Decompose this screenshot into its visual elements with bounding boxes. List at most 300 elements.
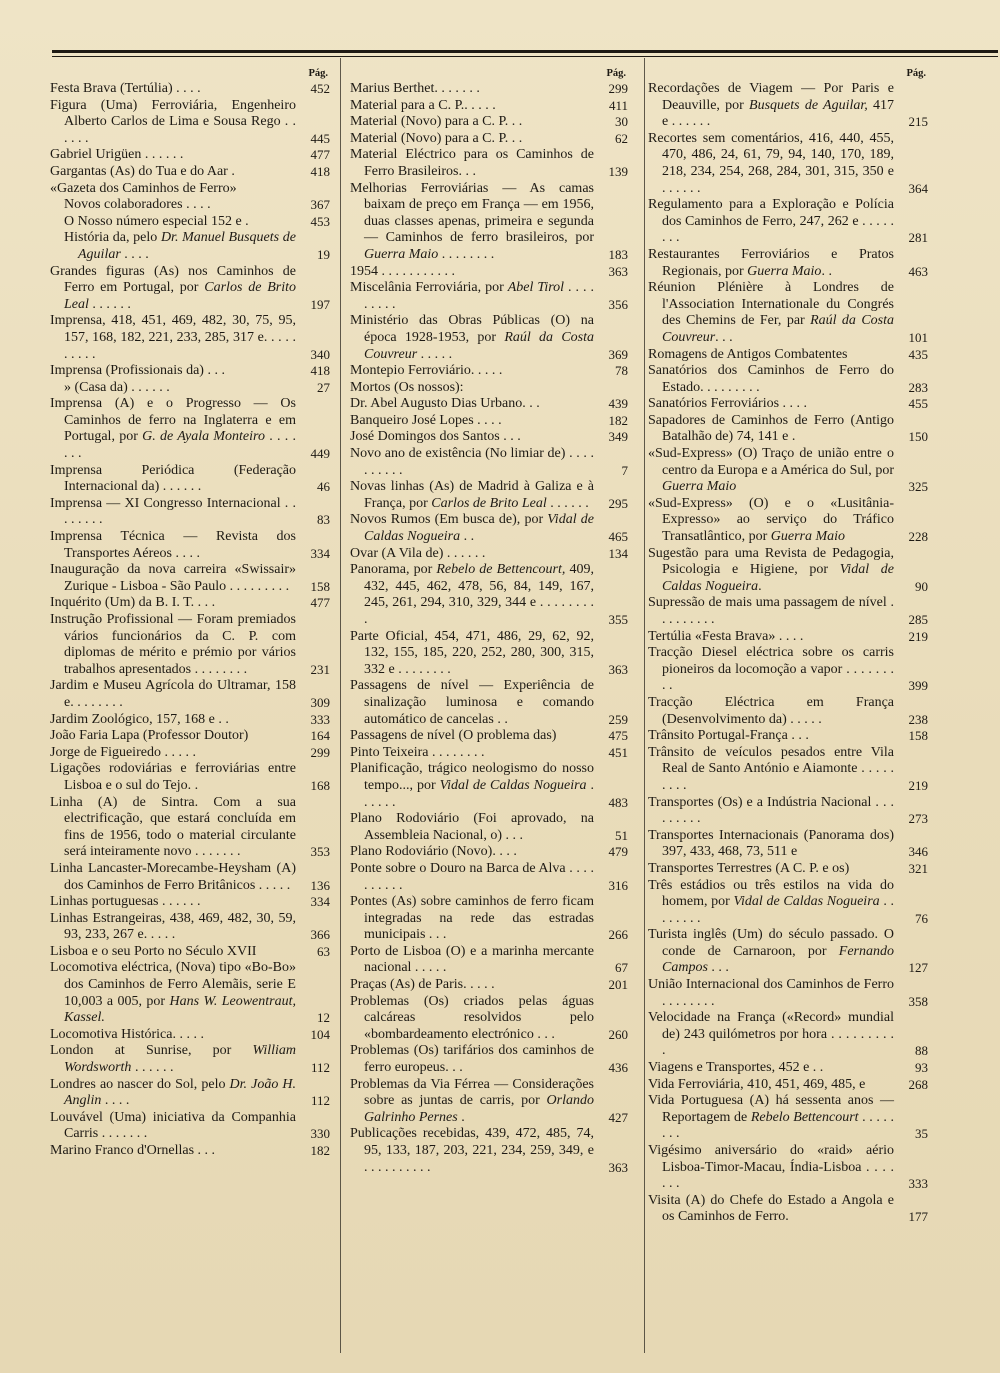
index-entry-page-number: 260 (608, 1026, 628, 1042)
index-entry-page-number: 62 (615, 130, 628, 146)
index-entry-page-number: 475 (608, 728, 628, 744)
entry-text: Sugestão para uma Revista de Pedagogia, Psicologia e Higiene, por (648, 545, 894, 578)
index-entry-title (50, 529, 296, 562)
index-entry-title (648, 645, 894, 695)
index-entry-page-number: 164 (310, 728, 330, 744)
index-entry-title (50, 214, 296, 231)
entry-text: Trânsito Portugal-França . . . (648, 728, 809, 744)
index-entry (50, 944, 330, 961)
entry-tail: . . . . . . (546, 495, 589, 511)
index-entry-title (648, 795, 894, 828)
index-entry-title (648, 861, 894, 878)
index-entry-title (50, 745, 296, 762)
entry-text: Velocidade na França («Record» mundial de) 243 quilómetros por hora . . . . . . . . . . (648, 1010, 894, 1059)
index-entry-page-number: 283 (908, 379, 928, 395)
index-entry-page-number: 228 (908, 529, 928, 545)
entry-text: Turista inglês (Um) do século passado. O conde de Carnaroon, por (648, 927, 894, 959)
entry-text: Supressão de mais uma passagem de nível . . . . . . . . . (648, 595, 894, 627)
entry-text: Imprensa — XI Congresso Internacional . . . . . . . . (50, 495, 296, 528)
index-entry-page-number: 219 (908, 628, 928, 644)
index-entry-page-number: 346 (908, 844, 928, 860)
index-entry-page-number: 299 (310, 744, 330, 760)
index-entry (350, 761, 628, 811)
index-entry-page-number: 215 (908, 114, 928, 130)
index-entry (350, 977, 628, 994)
index-entry (350, 894, 628, 944)
index-entry-page-number: 451 (608, 744, 628, 760)
index-entry-page-number: 465 (608, 529, 628, 545)
index-entry (50, 612, 330, 678)
index-entry-title (350, 147, 594, 180)
entry-text: Jardim Zoológico, 157, 168 e . . (50, 711, 229, 727)
index-entry-title (350, 512, 594, 545)
index-entry-page-number: 219 (908, 777, 928, 793)
index-entry (350, 147, 628, 180)
entry-author: Guerra Maio (747, 263, 822, 279)
index-entry-title (350, 181, 594, 264)
index-entry-page-number: 183 (608, 246, 628, 262)
index-entry-title (648, 81, 894, 131)
index-entry-title (50, 1043, 296, 1076)
index-entry-title (50, 761, 296, 794)
index-entry (648, 546, 928, 596)
index-entry-title (350, 678, 594, 728)
entry-text: Instrução Profissional — Foram premiados vários funcionários da C. P. com diplomas de mérito e prémio por vários trabalhos apresentados . . . . . . . . (50, 612, 296, 677)
index-entry-page-number: 281 (908, 230, 928, 246)
index-entry (50, 911, 330, 944)
index-entry-page-number: 197 (310, 296, 330, 312)
entry-text: Publicações recebidas, 439, 472, 485, 74, 95, 133, 187, 203, 221, 234, 259, 349, e . . . . . . . . . . (350, 1126, 594, 1175)
index-entry-page-number: 353 (310, 844, 330, 860)
index-entry-title (350, 446, 594, 479)
index-entry-title (50, 562, 296, 595)
entry-text: Inauguração da nova carreira «Swissair» Zurique - Lisboa - São Paulo . . . . . . . . . (50, 562, 296, 594)
index-entry-title (50, 678, 296, 711)
index-entry-page-number: 231 (310, 661, 330, 677)
entry-text: Sanatórios Ferroviários . . . . (648, 396, 808, 412)
index-entry-page-number: 363 (608, 1159, 628, 1175)
index-entry-title (50, 98, 296, 148)
index-entry-title (50, 81, 296, 98)
entry-text: Parte Oficial, 454, 471, 486, 29, 62, 92, 132, 155, 185, 220, 252, 280, 300, 315, 332 e . . . . . . . . (350, 628, 594, 677)
index-entry (350, 745, 628, 762)
index-entry-page-number: 273 (908, 811, 928, 827)
entry-author: Carlos de Brito Leal (431, 495, 547, 511)
entry-text: Transportes (Os) e a Indústria Nacional . . . . . . . . . (648, 794, 894, 827)
index-entry (50, 761, 330, 794)
entry-text: Pontes (As) sobre caminhos de ferro ficam integradas na rede das estradas municipais . . . (350, 894, 594, 943)
entry-text: Imprensa Periódica (Federação Internacional da) . . . . . . (50, 462, 296, 495)
index-entry (350, 1043, 628, 1076)
index-entry (350, 994, 628, 1044)
index-entry-page-number: 309 (310, 694, 330, 710)
index-entry-title (350, 745, 594, 762)
entry-author: Fernando Campos (662, 943, 894, 976)
entry-text: Gargantas (As) do Tua e do Aar . (50, 163, 235, 179)
entry-text: Romagens de Antigos Combatentes (648, 346, 848, 362)
index-column-3 (648, 66, 928, 1351)
index-entry-page-number: 333 (310, 711, 330, 727)
index-entry-page-number: 366 (310, 927, 330, 943)
index-entry-page-number: 90 (915, 578, 928, 594)
entry-author: Dr. Manuel Busquets de Aguilar (78, 230, 296, 262)
entry-text: » (Casa da) . . . . . . (64, 379, 170, 395)
index-entry (50, 363, 330, 380)
entry-text: Mortos (Os nossos): (350, 379, 464, 395)
index-entry-title (648, 1193, 894, 1226)
entry-tail: . . . . . . . . (438, 246, 495, 262)
index-entry-title (50, 1077, 296, 1110)
index-entry (648, 1060, 928, 1077)
index-entry (648, 861, 928, 878)
index-entry-title (350, 479, 594, 512)
entry-text: Material Eléctrico para os Caminhos de Ferro Brasileiros. . . (350, 147, 594, 179)
index-entry-title (350, 844, 594, 861)
index-entry-title (648, 496, 894, 546)
entry-author: William Wordsworth (64, 1043, 296, 1076)
index-entry-title (50, 911, 296, 944)
entry-text: Jardim e Museu Agrícola do Ultramar, 158 e. . . . . . . . (50, 678, 296, 710)
index-entry-title (648, 728, 894, 745)
index-entry-page-number: 435 (908, 346, 928, 362)
entry-author: Rebelo Bettencourt (750, 1109, 859, 1125)
index-entry-title (50, 1143, 296, 1160)
index-entry (648, 131, 928, 197)
entry-text: Marius Berthet. . . . . . . (350, 81, 480, 96)
index-entry (50, 595, 330, 612)
index-entry-page-number: 453 (310, 213, 330, 229)
index-entry-page-number: 355 (608, 612, 628, 627)
index-entry-title (350, 429, 594, 446)
index-entry (50, 1043, 330, 1076)
index-entry-title (50, 496, 296, 529)
index-entry-page-number: 158 (908, 728, 928, 744)
index-entry-title (350, 81, 594, 98)
index-entry-page-number: 177 (908, 1209, 928, 1225)
entry-text: Problemas da Via Férrea — Considerações sobre as juntas de carris, por (350, 1076, 594, 1109)
index-entry-page-number: 316 (608, 877, 628, 893)
index-entry-page-number: 356 (608, 296, 628, 312)
index-entry (50, 861, 330, 894)
index-entry-title (648, 1093, 894, 1143)
index-entry (50, 396, 330, 462)
index-entry-title (648, 247, 894, 280)
entry-text: Problemas (Os) tarifários dos caminhos de ferro europeus. . . (350, 1043, 594, 1076)
entry-text: Material (Novo) para a C. P. . . (350, 130, 523, 146)
entry-tail: . . . . (101, 1093, 130, 1109)
index-entry-title (50, 612, 296, 678)
entry-text: Visita (A) do Chefe do Estado a Angola e os Caminhos de Ferro. (648, 1192, 894, 1225)
index-entry-title (50, 1027, 296, 1044)
index-entry (50, 230, 330, 263)
index-entry-page-number: 418 (310, 363, 330, 379)
entry-tail: . . . (715, 329, 733, 345)
index-entry-title (50, 181, 296, 198)
entry-author: Rebelo de Bettencourt, (436, 562, 566, 578)
index-entry (648, 347, 928, 364)
index-entry (648, 728, 928, 745)
index-entry (50, 960, 330, 1026)
index-entry (50, 98, 330, 148)
index-entry (648, 396, 928, 413)
index-entry-page-number: 295 (608, 495, 628, 511)
index-entry-title (50, 712, 296, 729)
entry-text: Melhorias Ferroviárias — As camas baixam de preço em França — em 1956, duas classes apenas, primeira e segunda — Caminhos de ferro brasileiros, por (350, 180, 594, 246)
index-entry-title (648, 446, 894, 496)
index-entry-page-number: 104 (310, 1026, 330, 1042)
entry-author: Orlando Galrinho Pernes (364, 1093, 594, 1125)
index-entry-title (350, 280, 594, 313)
entry-tail: 409, 432, 445, 462, 478, 56, 84, 149, 167, 245, 261, 294, 310, 329, 344 e . . . . . . . . . (364, 562, 594, 627)
index-entry-page-number: 285 (908, 612, 928, 627)
index-entry-page-number: 266 (608, 927, 628, 943)
entry-tail: . . . . . . . . . (364, 280, 594, 312)
index-entry (350, 264, 628, 281)
index-entry (350, 512, 628, 545)
index-entry (350, 181, 628, 264)
entry-author: Busquets de Aguilar, (749, 97, 868, 113)
index-entry-page-number: 427 (608, 1109, 628, 1125)
index-entry (350, 313, 628, 363)
entry-text: Novos Rumos (Em busca de), por (350, 512, 548, 528)
index-entry-title (50, 595, 296, 612)
entry-text: Marino Franco d'Ornellas . . . (50, 1143, 216, 1158)
index-entry-page-number: 30 (615, 114, 628, 130)
entry-text: O Nosso número especial 152 e . (64, 213, 249, 229)
index-entry (50, 1143, 330, 1160)
entry-author: Vidal de Caldas Nogueira (439, 777, 587, 793)
index-entry-page-number: 127 (908, 960, 928, 976)
page-column-header: Pág. (308, 68, 328, 79)
index-entry-page-number: 268 (908, 1076, 928, 1092)
index-entry-title (648, 131, 894, 197)
index-entry-title (50, 861, 296, 894)
entry-text: Ponte sobre o Douro na Barca de Alva . . . . . . . . . . (350, 860, 594, 893)
index-entry-page-number: 67 (615, 960, 628, 976)
index-entry-page-number: 369 (608, 346, 628, 362)
index-entry-title (648, 629, 894, 646)
entry-tail: . . . . (120, 246, 149, 262)
index-entry (648, 745, 928, 795)
entry-text: 1954 . . . . . . . . . . . (350, 263, 455, 279)
index-entry-title (350, 761, 594, 811)
index-entry-title (648, 695, 894, 728)
index-entry-page-number: 76 (915, 910, 928, 926)
index-entry (350, 861, 628, 894)
column-divider-1 (340, 58, 341, 1353)
index-entry-title (350, 894, 594, 944)
index-entry (350, 81, 628, 98)
entry-text: London at Sunrise, por (50, 1043, 253, 1059)
index-entry (350, 844, 628, 861)
index-entry (350, 1077, 628, 1127)
index-entry (648, 446, 928, 496)
index-entry-title (648, 280, 894, 346)
entry-author: Vidal de Caldas Nogueira (662, 562, 894, 594)
entry-text: Dr. Abel Augusto Dias Urbano. . . (350, 396, 540, 412)
entry-text: «Sud-Express» (O) Traço de união entre o centro da Europa e a América do Sul, por (648, 446, 894, 478)
index-entry-page-number: 27 (317, 379, 330, 395)
index-entry (350, 728, 628, 745)
index-entry-title (350, 380, 594, 397)
index-entry-title (350, 861, 594, 894)
index-entry-page-number: 201 (608, 977, 628, 993)
entry-text: Tracção Eléctrica em França (Desenvolvimento da) . . . . . (648, 694, 894, 727)
entry-author: Abel Tirol (507, 280, 565, 296)
entry-text: Três estádios ou três estilos na vida do homem, por (648, 877, 894, 910)
index-entry-title (350, 413, 594, 430)
index-entry-title (350, 313, 594, 363)
index-entry-page-number: 168 (310, 777, 330, 793)
index-entry-page-number: 399 (908, 678, 928, 694)
entry-tail: . . . . . . . . (662, 894, 895, 926)
entry-tail: . . . . . . . . (662, 1109, 894, 1142)
index-entry (50, 745, 330, 762)
index-entry-page-number: 182 (310, 1143, 330, 1158)
index-entry (350, 280, 628, 313)
entry-text: Imprensa, 418, 451, 469, 482, 30, 75, 95, 157, 168, 182, 221, 233, 285, 317 e. . . . . . . . . . (50, 313, 296, 362)
index-entry-title (350, 1077, 594, 1127)
index-entry-title (350, 811, 594, 844)
index-entry (350, 811, 628, 844)
entry-text: Festa Brava (Tertúlia) . . . . (50, 81, 201, 96)
index-entry-page-number: 367 (310, 197, 330, 213)
index-entry-page-number: 330 (310, 1126, 330, 1142)
entry-text: Plano Rodoviário (Novo). . . . (350, 844, 517, 860)
index-entry (648, 828, 928, 861)
index-entry-page-number: 411 (608, 97, 628, 113)
index-entry (350, 413, 628, 430)
index-entry-title (648, 745, 894, 795)
index-entry-page-number: 19 (317, 246, 330, 262)
index-entry (648, 280, 928, 346)
entry-text: Passagens de nível — Experiência de sinalização luminosa e comando automático de cancelas . . (350, 678, 594, 727)
entry-author: Vidal de Caldas Nogueira (733, 894, 880, 910)
index-entry-title (50, 363, 296, 380)
index-entry-page-number: 112 (310, 1093, 330, 1109)
index-entry (50, 712, 330, 729)
entry-author: Guerra Maio (662, 479, 737, 495)
index-entry (648, 496, 928, 546)
index-entry (50, 380, 330, 397)
index-entry-page-number: 46 (317, 479, 330, 495)
page-column-header: Pág. (906, 68, 926, 79)
index-entry-page-number: 349 (608, 429, 628, 445)
index-entry (648, 81, 928, 131)
index-entry (648, 629, 928, 646)
entry-text: Transportes Terrestres (A C. P. e os) (648, 860, 850, 876)
entry-author: Guerra Maio (364, 246, 439, 262)
index-entry-page-number: 363 (608, 263, 628, 279)
index-entry (50, 496, 330, 529)
entry-text: Porto de Lisboa (O) e a marinha mercante nacional . . . . . (350, 943, 594, 976)
entry-text: Montepio Ferroviário. . . . . (350, 363, 503, 379)
index-entry-title (50, 313, 296, 363)
index-entry-page-number: 358 (908, 993, 928, 1009)
index-entry-title (50, 197, 296, 214)
index-entry (50, 1077, 330, 1110)
page-column-header: Pág. (606, 68, 626, 79)
index-entry-page-number: 436 (608, 1060, 628, 1076)
index-entry-page-number: 483 (608, 794, 628, 810)
index-entry (648, 1077, 928, 1094)
index-entry-title (648, 927, 894, 977)
index-entry-title (350, 944, 594, 977)
index-entry (648, 1143, 928, 1193)
entry-tail: . . . . . . (131, 1060, 174, 1076)
index-entry-page-number: 452 (310, 81, 330, 96)
entry-text: Pinto Teixeira . . . . . . . . (350, 744, 485, 760)
entry-text: Passagens de nível (O problema das) (350, 728, 557, 744)
index-entry (350, 98, 628, 115)
index-entry-page-number: 51 (615, 827, 628, 843)
index-entry-title (50, 380, 296, 397)
index-entry-title (350, 546, 594, 563)
index-entry-title (648, 396, 894, 413)
index-entry (350, 131, 628, 148)
entry-author: Dr. João H. Anglin (64, 1076, 296, 1109)
index-entry-title (350, 363, 594, 380)
index-entry (648, 1093, 928, 1143)
entry-text: «Gazeta dos Caminhos de Ferro» (50, 180, 237, 196)
index-entry-title (648, 197, 894, 247)
entry-text: Gabriel Urigüen . . . . . . (50, 147, 184, 163)
index-entry-title (648, 878, 894, 928)
index-entry-page-number: 321 (908, 860, 928, 876)
index-entry (648, 1010, 928, 1060)
entry-text: Vida Ferroviária, 410, 451, 469, 485, e (648, 1076, 866, 1092)
entry-author: Vidal de Caldas Nogueira (364, 512, 594, 545)
entry-author: Guerra Maio (770, 529, 846, 545)
index-entry (350, 562, 628, 628)
index-entry (350, 429, 628, 446)
index-entry (50, 313, 330, 363)
entry-text: Banqueiro José Lopes . . . . (350, 412, 502, 428)
index-entry (50, 181, 330, 198)
index-entry-page-number: 477 (310, 595, 330, 611)
index-entry-page-number: 134 (608, 545, 628, 561)
index-entry (648, 1193, 928, 1226)
entry-tail: . . (460, 529, 475, 545)
index-entry-page-number: 150 (908, 429, 928, 445)
index-entry-title (50, 164, 296, 181)
index-column-1 (50, 66, 330, 1351)
entry-tail: . (758, 578, 762, 594)
index-entry-title (350, 994, 594, 1044)
index-entry-page-number: 363 (608, 661, 628, 677)
index-entry (648, 795, 928, 828)
index-entry-title (648, 347, 894, 364)
index-entry (50, 1110, 330, 1143)
entry-text: Ministério das Obras Públicas (O) na época 1928-1953, por (350, 313, 594, 345)
entry-text: Linha (A) de Sintra. Com a sua electrificação, que estará concluída em fins de 1956, todo o material circulante será inteiramente novo . . . . . . . (50, 794, 296, 860)
entry-text: Imprensa Técnica — Revista dos Transportes Aéreos . . . . (50, 529, 296, 561)
index-entry-title (350, 629, 594, 679)
index-entry (648, 645, 928, 695)
index-entry-title (50, 944, 296, 961)
index-entry-title (350, 98, 594, 115)
index-entry-page-number: 63 (317, 943, 330, 959)
entry-text: Linha Lancaster-Morecambe-Heysham (A) dos Caminhos de Ferro Britânicos . . . . . (50, 860, 296, 893)
entry-text: Grandes figuras (As) nos Caminhos de Ferro em Portugal, por (50, 263, 296, 296)
entry-text: Material para a C. P.. . . . . (350, 97, 496, 113)
entry-text: Viagens e Transportes, 452 e . . (648, 1060, 824, 1076)
entry-author: Raúl da Costa Couvreur (662, 313, 894, 345)
index-entry-page-number: 439 (608, 396, 628, 412)
index-entry (648, 363, 928, 396)
entry-text: Novos colaboradores . . . . (64, 197, 211, 213)
index-entry-page-number: 299 (608, 81, 628, 96)
